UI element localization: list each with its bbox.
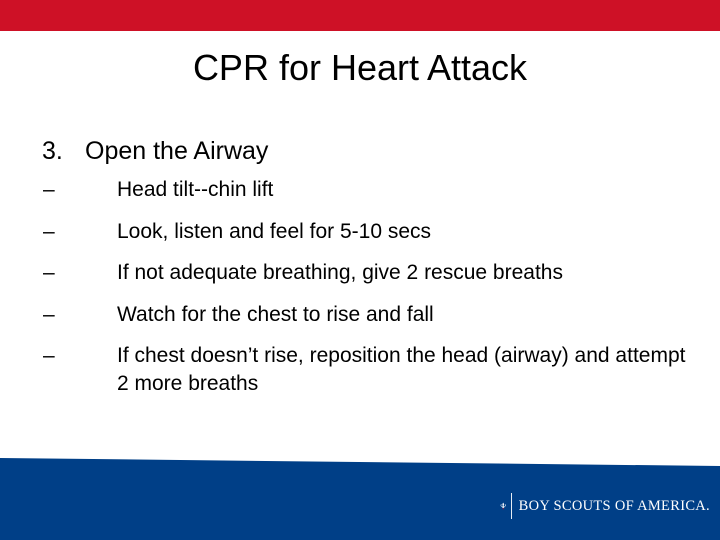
bullet-marker: – bbox=[43, 219, 55, 243]
bsa-logo bbox=[500, 486, 710, 526]
slide-title: CPR for Heart Attack bbox=[192, 47, 528, 88]
slide-content bbox=[42, 134, 702, 398]
bullet-marker: – bbox=[43, 344, 55, 367]
step-number: 3. bbox=[42, 137, 63, 165]
bsa-logo-text: BOY SCOUTS OF AMERICA. bbox=[518, 497, 710, 514]
top-color-band bbox=[0, 0, 720, 31]
fleur-de-lis-icon bbox=[500, 487, 506, 525]
bullet-text: Look, listen and feel for 5-10 secs bbox=[117, 219, 432, 243]
bullet-marker: – bbox=[43, 302, 55, 326]
bullet-marker: – bbox=[43, 178, 55, 201]
bullet-item bbox=[42, 301, 702, 329]
step-heading-text: Open the Airway bbox=[85, 137, 269, 165]
step-heading bbox=[42, 134, 702, 168]
bullet-text: Head tilt--chin lift bbox=[117, 178, 274, 201]
bullet-item bbox=[42, 259, 702, 287]
bullet-text: If not adequate breathing, give 2 rescue breaths bbox=[117, 261, 563, 284]
bullet-item bbox=[42, 218, 702, 246]
bullet-list bbox=[42, 176, 702, 398]
bullet-item bbox=[42, 176, 702, 204]
bullet-marker: – bbox=[43, 261, 55, 284]
bullet-text: If chest doesn’t rise, reposition the head (airway) and attempt 2 more breaths bbox=[117, 344, 686, 395]
bullet-item bbox=[42, 342, 702, 398]
bullet-text: Watch for the chest to rise and fall bbox=[117, 302, 434, 326]
